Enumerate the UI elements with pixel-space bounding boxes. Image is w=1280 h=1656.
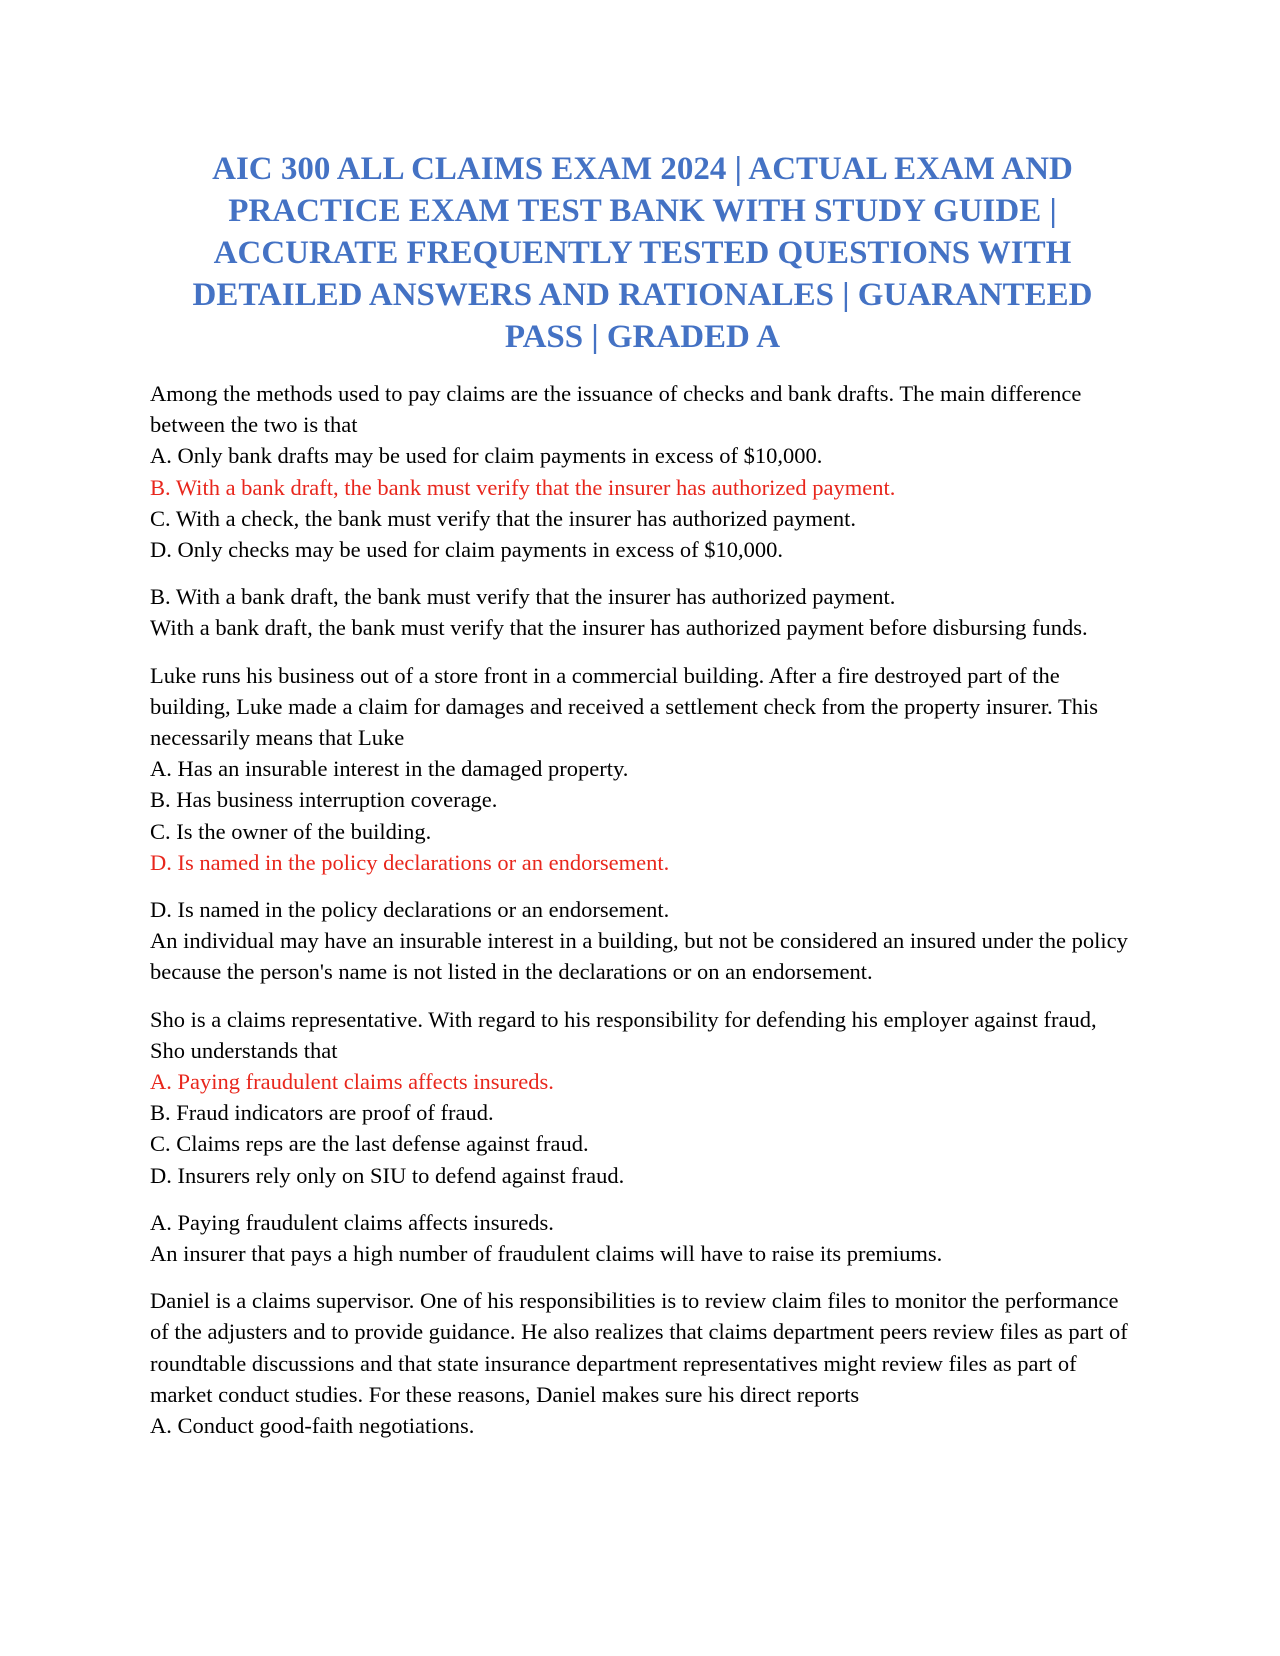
option-b: B. Has business interruption coverage. [150,787,498,813]
question-2 [150,660,1135,878]
option-d: D. Insurers rely only on SIU to defend against fraud. [150,1162,625,1188]
question-1 [150,378,1135,565]
answer-text: A. Paying fraudulent claims affects insureds. [150,1209,554,1235]
answer-3 [150,1207,1135,1269]
option-a: A. Conduct good-faith negotiations. [150,1413,475,1439]
question-stem: Among the methods used to pay claims are the issuance of checks and bank drafts. The main difference between the two is that [150,381,1082,438]
document-page [150,148,1135,1457]
option-c: C. Is the owner of the building. [150,818,432,844]
answer-text: D. Is named in the policy declarations or an endorsement. [150,897,670,923]
option-a-correct: A. Paying fraudulent claims affects insureds. [150,1069,554,1095]
rationale-text: An individual may have an insurable interest in a building, but not be considered an insured under the policy because the person's name is not listed in the declarations or on an endorsement. [150,928,1128,985]
question-4 [150,1285,1135,1441]
question-stem: Sho is a claims representative. With regard to his responsibility for defending his employer against fraud, Sho understands that [150,1006,1097,1063]
document-title: AIC 300 ALL CLAIMS EXAM 2024 | ACTUAL EXAM AND PRACTICE EXAM TEST BANK WITH STUDY GUIDE | ACCURATE FREQUENTLY TESTED QUESTIONS WITH DETAILED ANSWERS AND RATIONALES | GUARANTEED PASS | GRADED A [192,151,1093,355]
answer-1 [150,581,1135,643]
rationale-text: With a bank draft, the bank must verify that the insurer has authorized payment before disbursing funds. [150,615,1088,641]
question-stem: Luke runs his business out of a store front in a commercial building. After a fire destroyed part of the building, Luke made a claim for damages and received a settlement check from the property insurer. This necessarily means that Luke [150,662,1098,751]
option-a: A. Has an insurable interest in the damaged property. [150,756,629,782]
answer-2 [150,894,1135,988]
rationale-text: An insurer that pays a high number of fraudulent claims will have to raise its premiums. [150,1241,943,1267]
answer-text: B. With a bank draft, the bank must verify that the insurer has authorized payment. [150,584,896,610]
option-a: A. Only bank drafts may be used for claim payments in excess of $10,000. [150,443,823,469]
option-b: B. Fraud indicators are proof of fraud. [150,1100,494,1126]
option-b-correct: B. With a bank draft, the bank must verify that the insurer has authorized payment. [150,474,896,500]
option-d-correct: D. Is named in the policy declarations or an endorsement. [150,849,670,875]
question-3 [150,1004,1135,1191]
option-d: D. Only checks may be used for claim payments in excess of $10,000. [150,537,783,563]
option-c: C. Claims reps are the last defense against fraud. [150,1131,589,1157]
option-c: C. With a check, the bank must verify that the insurer has authorized payment. [150,505,856,531]
question-stem: Daniel is a claims supervisor. One of his responsibilities is to review claim files to monitor the performance of the adjusters and to provide guidance. He also realizes that claims department peers review files as part of roundtable discussions and that state insurance department representatives might review files as part of market conduct studies. For these reasons, Daniel makes sure his direct reports [150,1288,1128,1407]
